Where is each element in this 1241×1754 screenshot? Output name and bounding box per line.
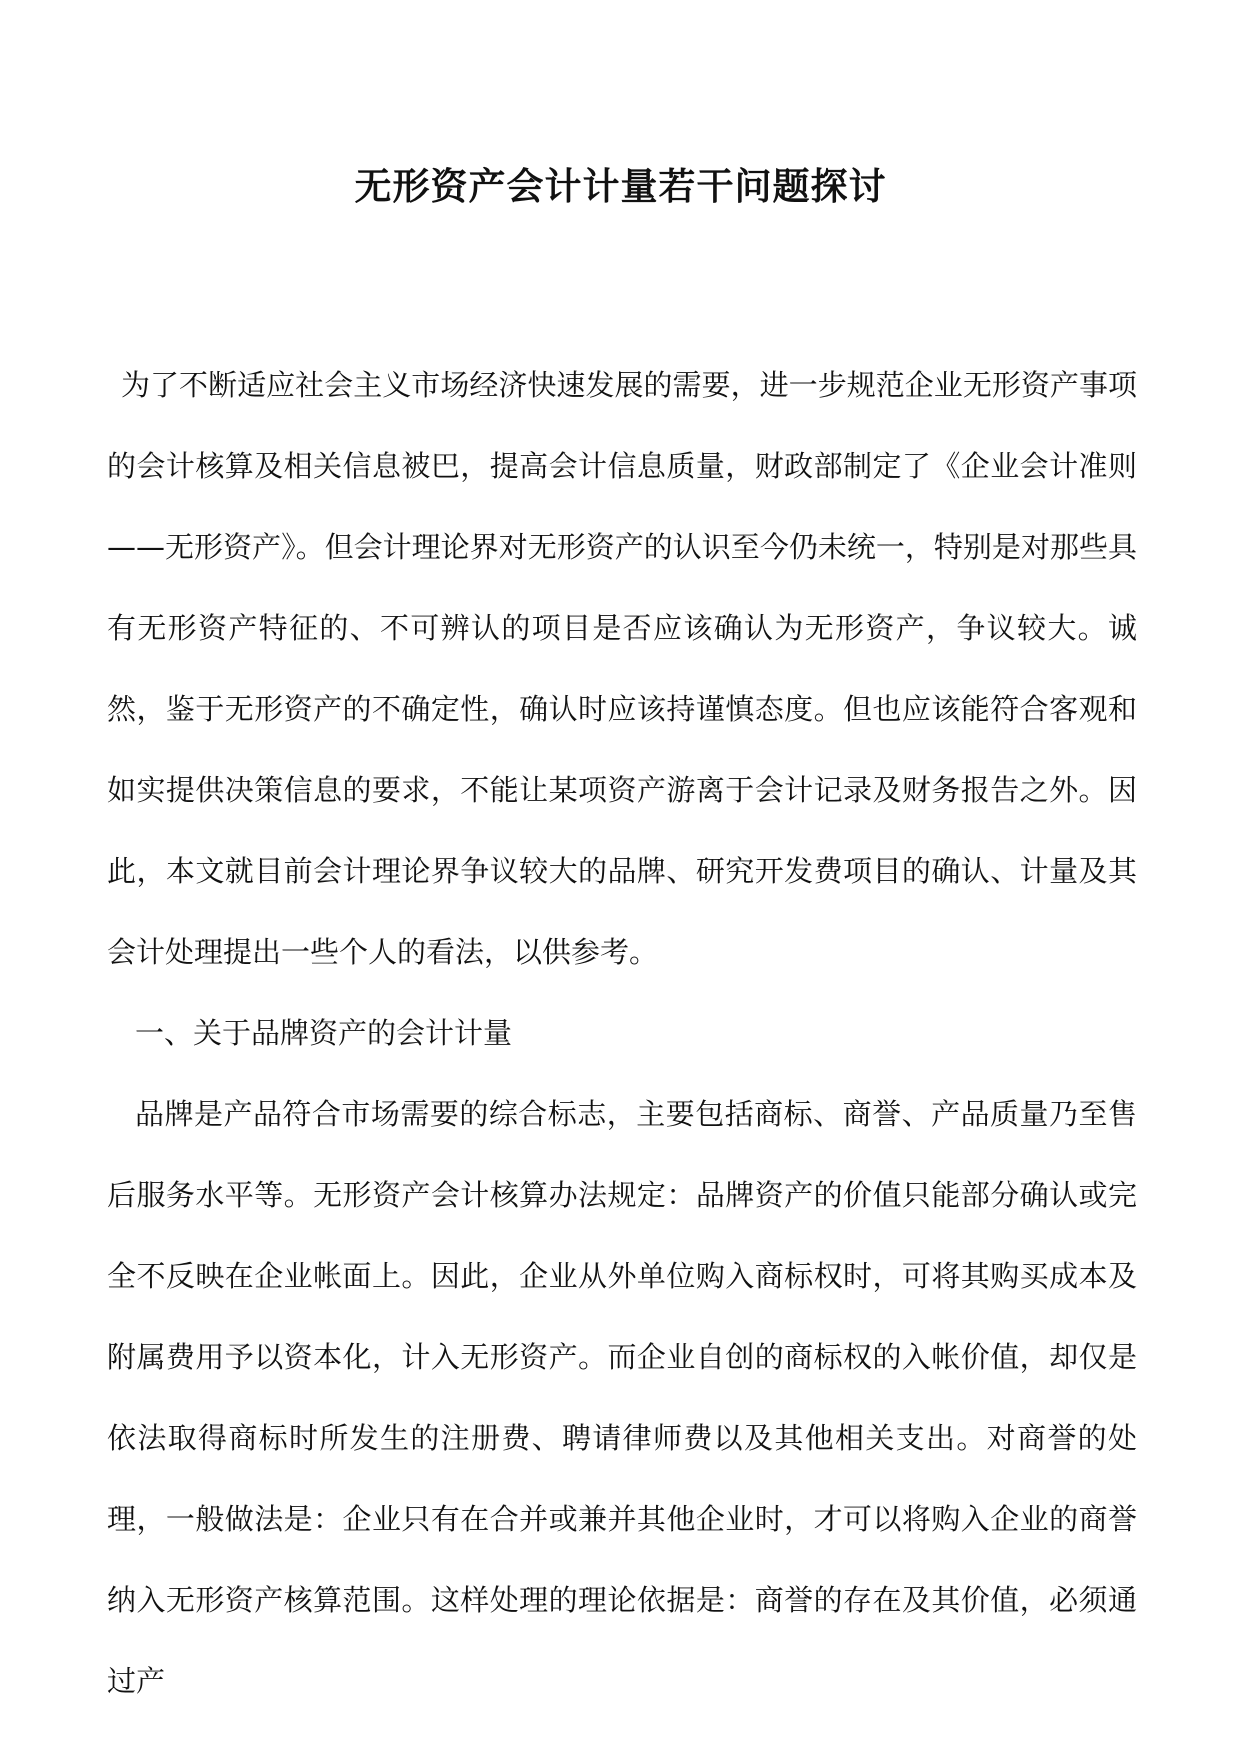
intro-paragraph: 为了不断适应社会主义市场经济快速发展的需要，进一步规范企业无形资产事项的会计核算及相关信息被巴，提高会计信息质量，财政部制定了《企业会计准则——无形资产》。但会计理论界对无形资产的认识至今仍未统一，特别是对那些具有无形资产特征的、不可辨认的项目是否应该确认为无形资产，争议较大。诚然，鉴于无形资产的不确定性，确认时应该持谨慎态度。但也应该能符合客观和如实提供决策信息的要求，不能让某项资产游离于会计记录及财务报告之外。因此，本文就目前会计理论界争议较大的品牌、研究开发费项目的确认、计量及其会计处理提出一些个人的看法，以供参考。 [107,368,1137,969]
document-title: 无形资产会计计量若干问题探讨 [354,164,887,208]
section-heading: 一、关于品牌资产的会计计量 [135,1016,513,1050]
brand-paragraph: 品牌是产品符合市场需要的综合标志，主要包括商标、商誉、产品质量乃至售后服务水平等。无形资产会计核算办法规定：品牌资产的价值只能部分确认或完全不反映在企业帐面上。因此，企业从外单位购入商标权时，可将其购买成本及附属费用予以资本化，计入无形资产。而企业自创的商标权的入帐价值，却仅是依法取得商标时所发生的注册费、聘请律师费以及其他相关支出。对商誉的处理，一般做法是：企业只有在合并或兼并其他企业时，才可以将购入企业的商誉纳入无形资产核算范围。这样处理的理论依据是：商誉的存在及其价值，必须通过产 [107,1097,1137,1698]
document-body [107,345,1137,1722]
